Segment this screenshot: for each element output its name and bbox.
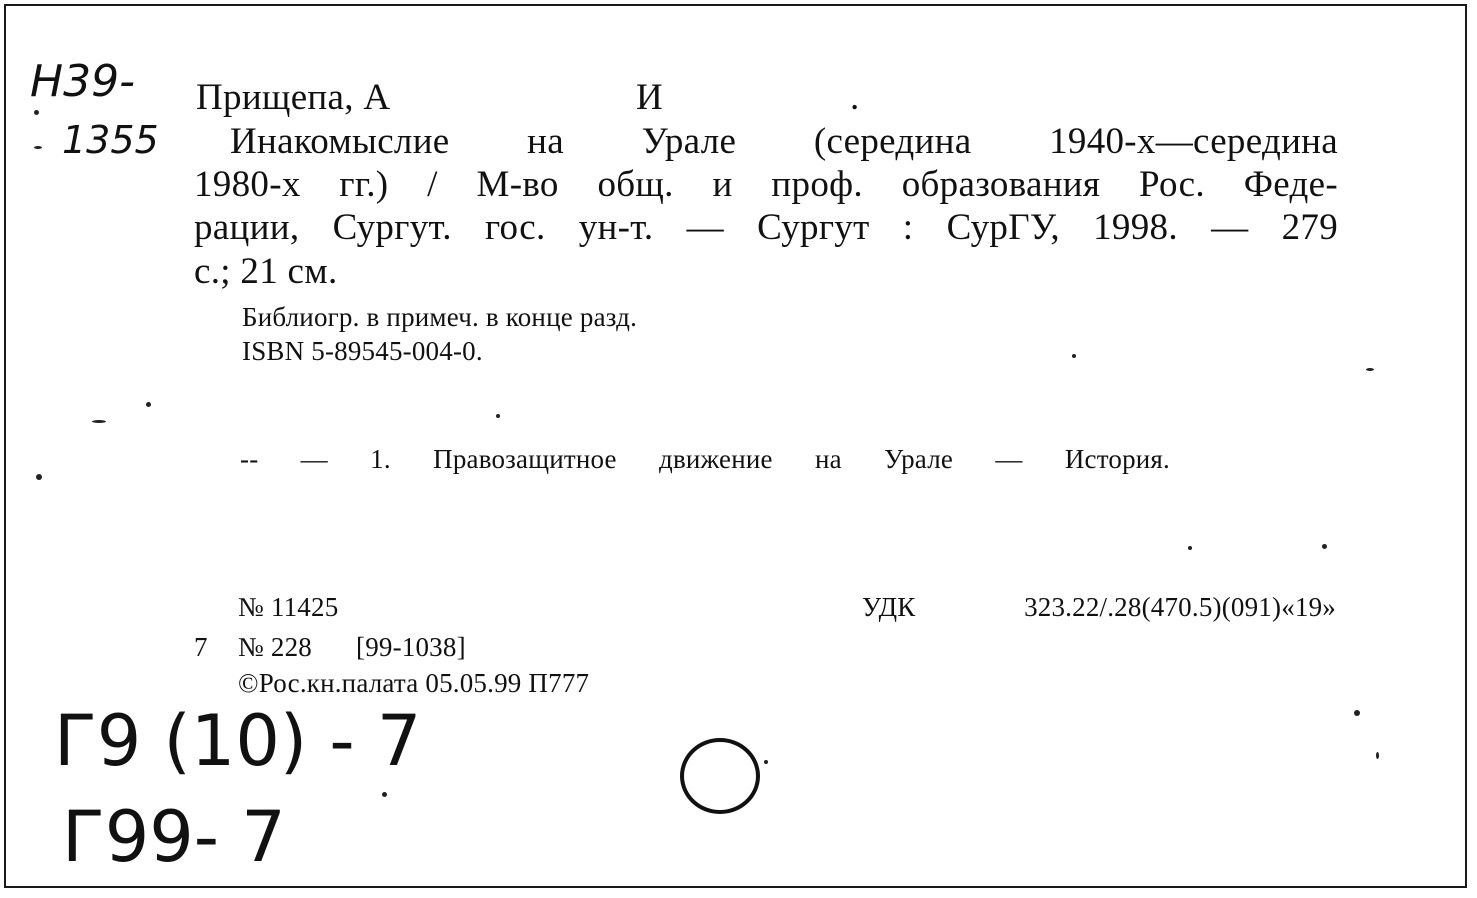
scan-speck [1322, 544, 1327, 549]
record-number: № 11425 [238, 592, 339, 622]
description-line-4: с.; 21 см. [194, 251, 338, 292]
heading-dot: . [850, 77, 860, 118]
description-line-3: рации, Сургут. гос. ун-т. — Сургут : СурГУ, 1998. — 279 [194, 207, 1338, 248]
scan-speck [146, 402, 151, 407]
scan-speck [36, 474, 42, 480]
scan-speck [1072, 354, 1076, 358]
scan-speck [92, 420, 106, 423]
scan-speck [34, 110, 39, 115]
bibliography-note: Библиогр. в примеч. в конце разд. [242, 302, 638, 332]
scan-speck [382, 792, 387, 797]
book-chamber-stamp: ©Рос.кн.палата 05.05.99 П777 [238, 668, 590, 698]
scan-speck [34, 146, 42, 149]
description-line-1: Инакомыслие на Урале (середина 1940-х—середина [230, 121, 1338, 162]
copies-count: 7 [194, 632, 208, 662]
scan-speck [1376, 752, 1379, 759]
scan-speck [1188, 546, 1192, 550]
bracket-code: [99-1038] [356, 632, 466, 662]
shelfmark-line1: Н39- [30, 56, 135, 107]
handwritten-note-2: Г99- 7 [62, 796, 286, 878]
record-number-2: № 228 [238, 632, 313, 662]
author-heading: Прищепа, А [196, 77, 391, 118]
scan-speck [1354, 710, 1360, 716]
scan-speck [496, 414, 500, 418]
handwritten-note-1: Г9 (10) - 7 [54, 700, 422, 782]
subject-heading: -- — 1. Правозащитное движение на Урале — История. [240, 444, 1170, 474]
scan-speck [1366, 368, 1374, 371]
punch-hole-circle [680, 738, 760, 814]
description-line-2: 1980-х гг.) / М-во общ. и проф. образования Рос. Феде- [194, 164, 1338, 205]
author-initial: И [636, 77, 664, 118]
isbn-note: ISBN 5-89545-004-0. [242, 336, 483, 366]
scan-speck [764, 760, 768, 764]
shelfmark-line2: 1355 [62, 118, 159, 162]
udc-code: УДК 323.22/.28(470.5)(091)«19» [862, 592, 1336, 622]
